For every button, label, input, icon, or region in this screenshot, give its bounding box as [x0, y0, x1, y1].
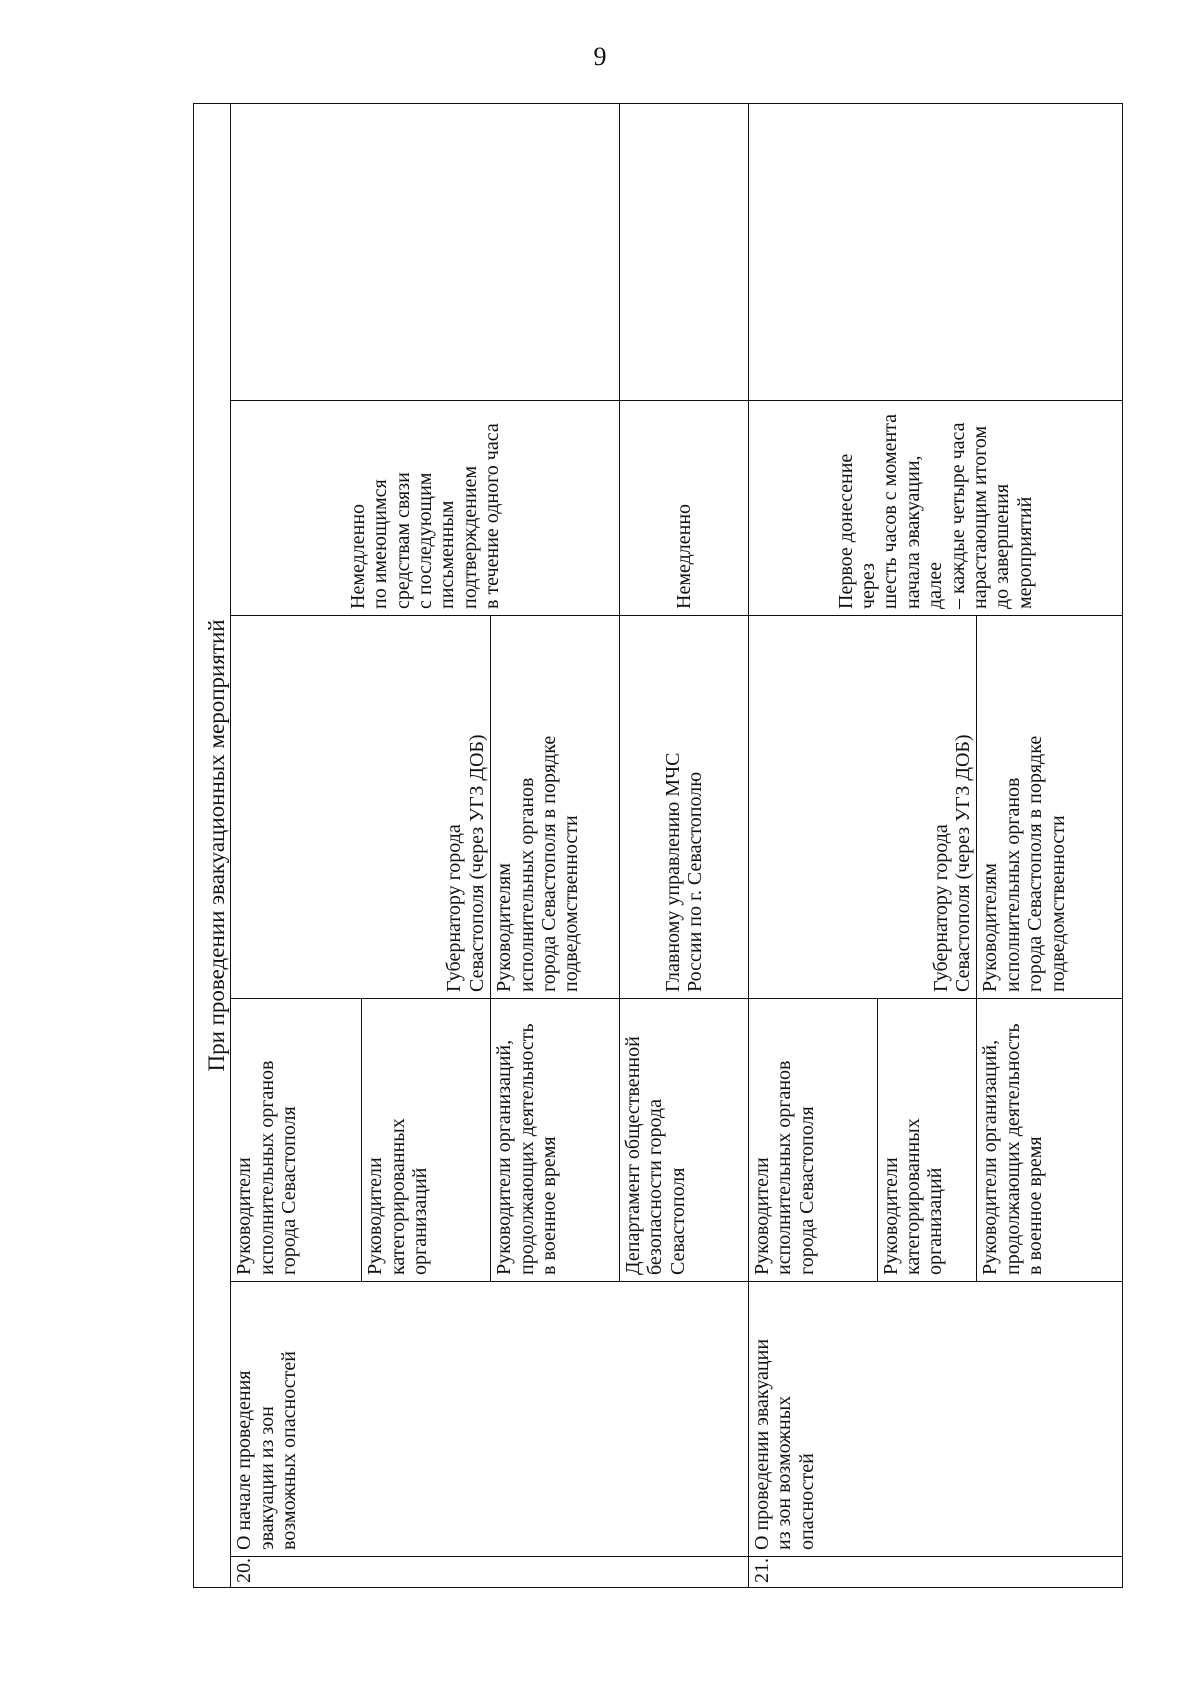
sender-cell: Руководители категорированных организаций: [877, 999, 977, 1282]
sender-cell: Руководители организаций, продолжающих деятельность в военное время: [491, 999, 620, 1282]
recipient-cell: Руководителям исполнительных органов города Севастополя в порядке подведомственности: [491, 616, 620, 999]
deadline-cell: Немедленно по имеющимся средствам связи с последующим письменным подтверждением в течение одного часа: [231, 401, 620, 616]
recipient-cell: Губернатору города Севастополя (через УГЗ ДОБ): [748, 616, 977, 999]
rotated-table-frame: [193, 104, 1123, 1588]
deadline-cell: Первое донесение через шесть часов с момента начала эвакуации, далее – каждые четыре часа нарастающим итогом до завершения мероприятий: [748, 401, 1122, 616]
sender-cell: Департамент общественной безопасности города Севастополя: [620, 999, 749, 1282]
sender-cell: Руководители категорированных организаций: [362, 999, 491, 1282]
recipient-cell: Губернатору города Севастополя (через УГЗ ДОБ): [231, 616, 491, 999]
recipient-cell: Руководителям исполнительных органов города Севастополя в порядке подведомственности: [977, 616, 1123, 999]
sender-cell: Руководители исполнительных органов города Севастополя: [231, 999, 362, 1282]
row-number: 21.: [748, 1557, 1122, 1588]
sender-cell: Руководители организаций, продолжающих деятельность в военное время: [977, 999, 1123, 1282]
reports-table: [193, 103, 1123, 1588]
report-subject: О начале проведения эвакуации из зон возможных опасностей: [231, 1282, 748, 1557]
row-number: 20.: [231, 1557, 748, 1588]
empty-cell: [748, 103, 1122, 400]
section-title: При проведении эвакуационных мероприятий: [194, 103, 231, 1587]
empty-cell: [231, 103, 620, 400]
recipient-cell: Главному управлению МЧС России по г. Севастополю: [620, 616, 749, 999]
page-number: 9: [593, 42, 607, 71]
rotated-table-sheet: [193, 104, 1123, 1588]
report-subject: О проведении эвакуации из зон возможных опасностей: [748, 1282, 1122, 1557]
sender-cell: Руководители исполнительных органов города Севастополя: [748, 999, 877, 1282]
table-row: [748, 103, 877, 1587]
section-header-row: [194, 103, 231, 1587]
empty-cell: [620, 103, 749, 400]
deadline-cell: Немедленно: [620, 401, 749, 616]
table-row: [231, 103, 362, 1587]
